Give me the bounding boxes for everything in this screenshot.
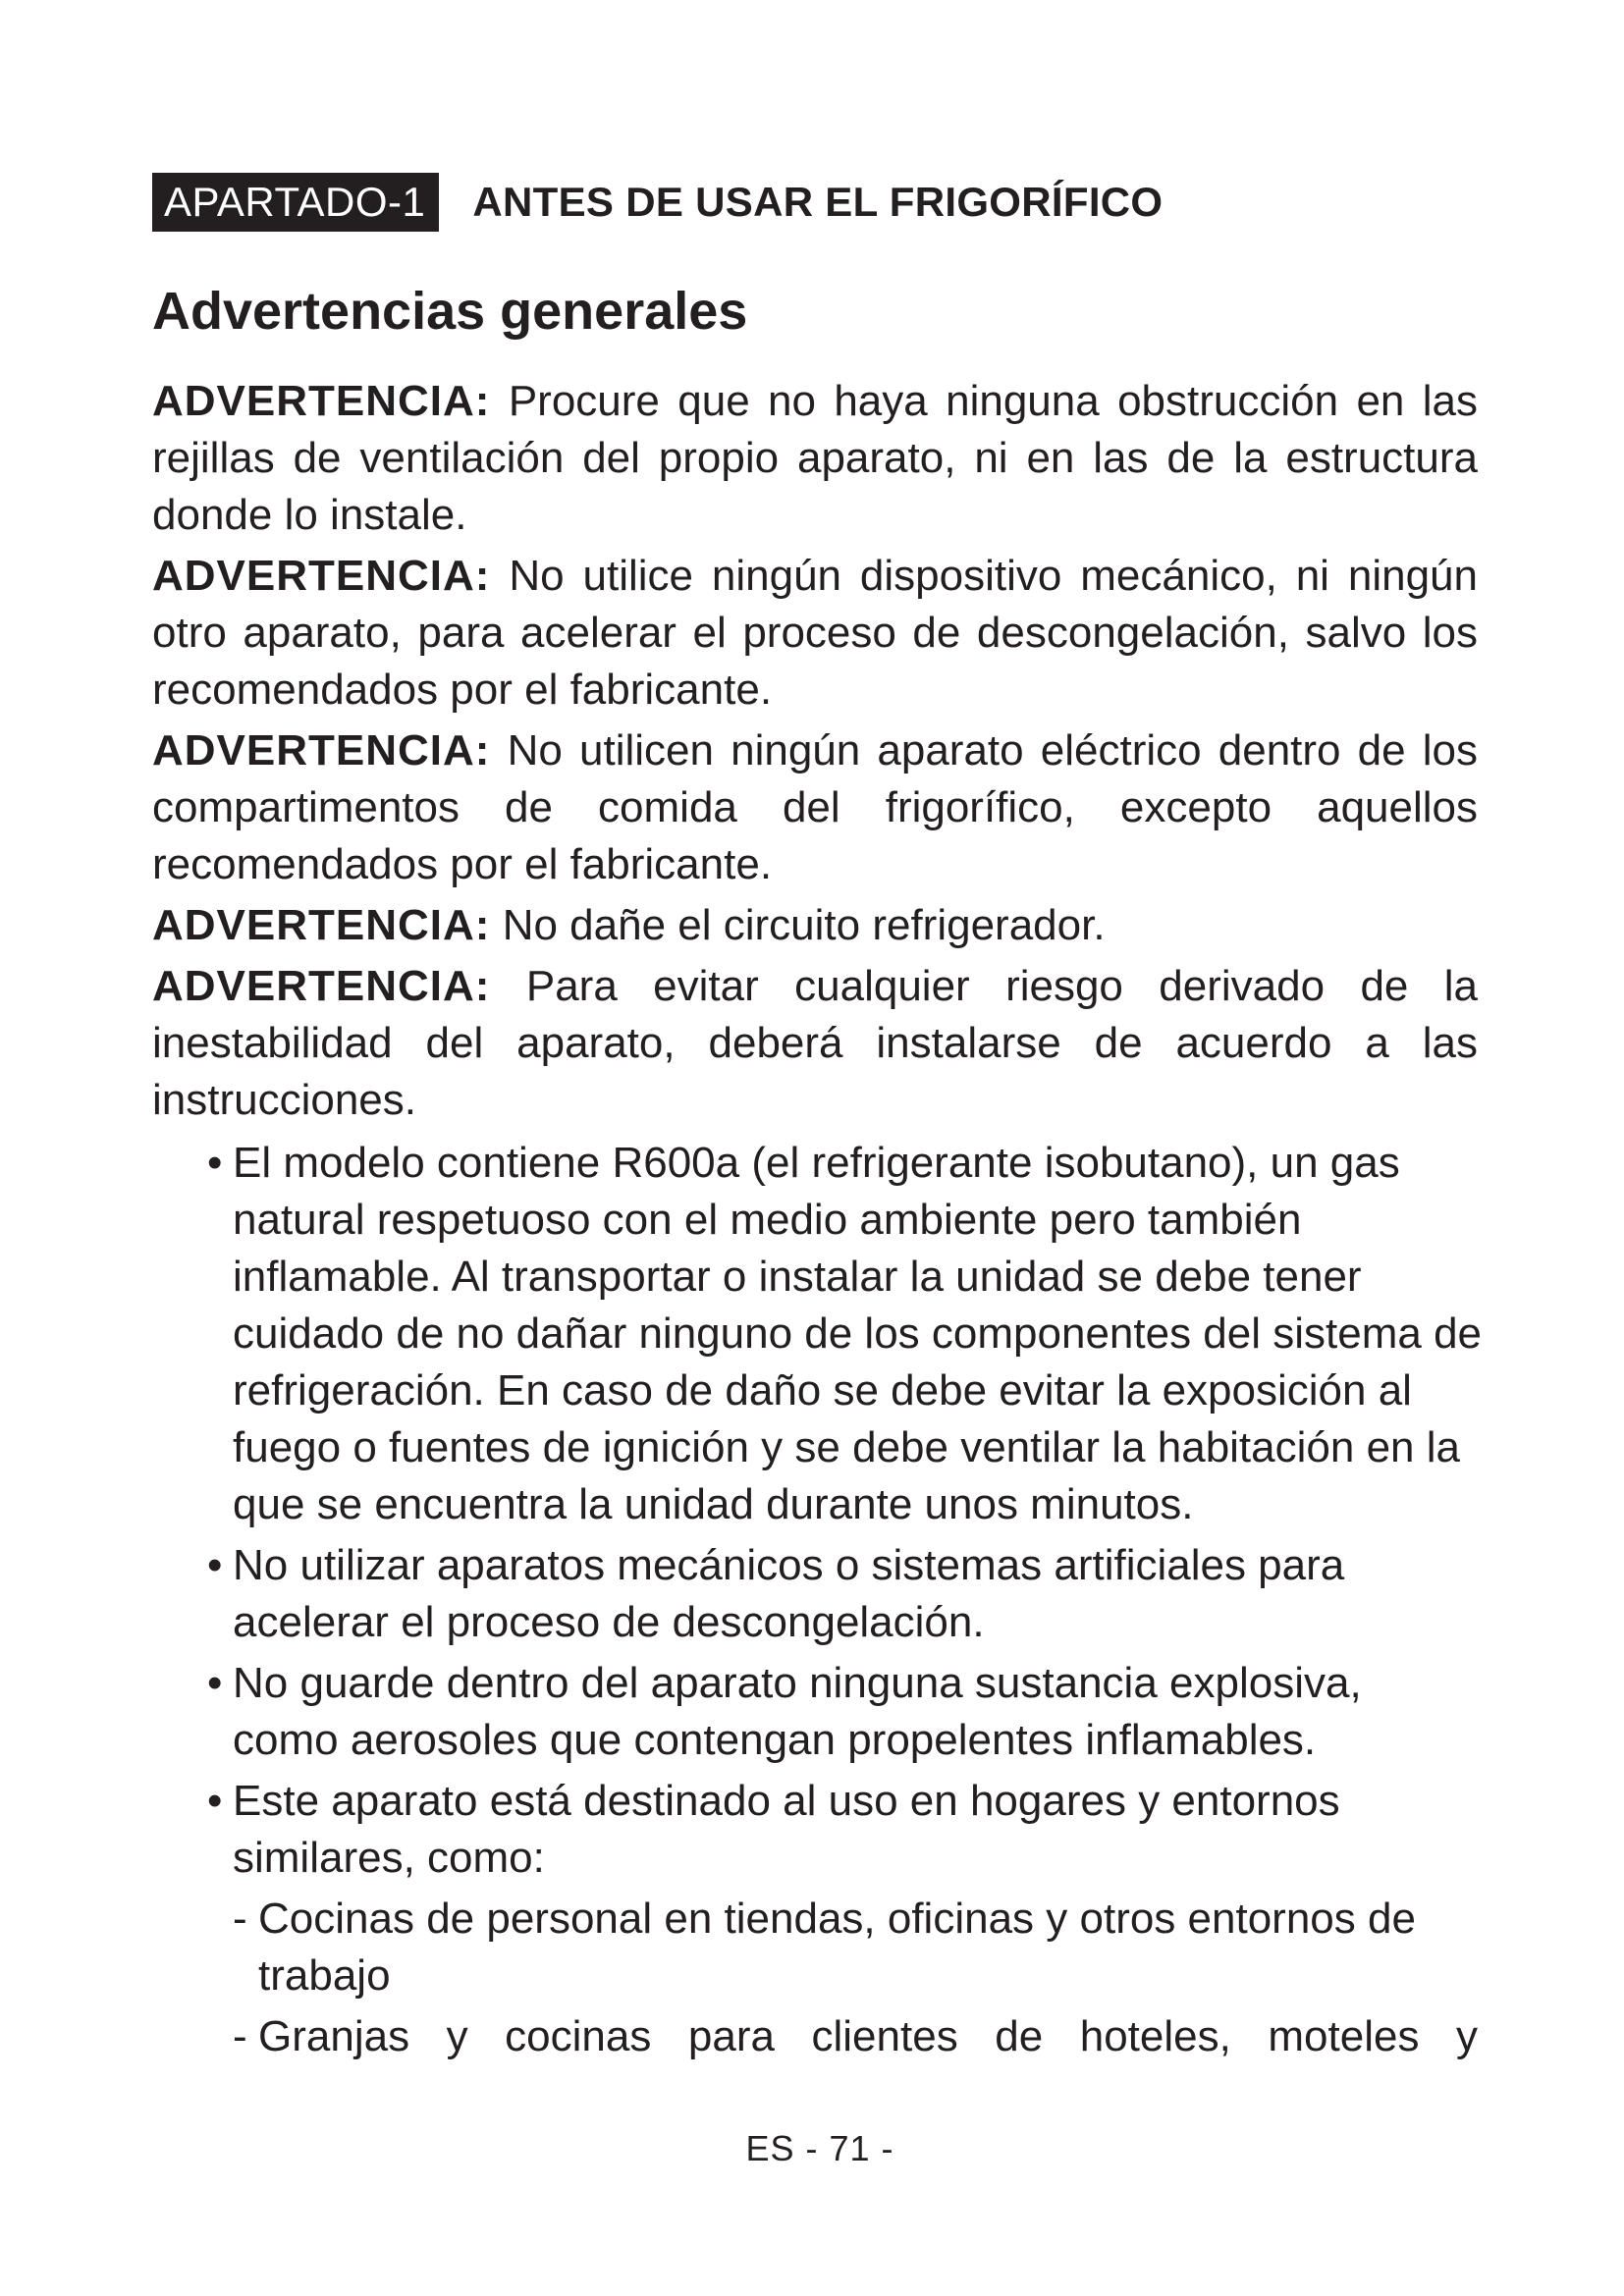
warning-text: No utilicen ningún aparato eléctrico dentro de los compartimentos de comida del frigorífico, excepto aquellos recomendados por el fabricante. xyxy=(152,726,1478,888)
warning-text: Para evitar cualquier riesgo derivado de la inestabilidad del aparato, deberá instalarse de acuerdo a las instrucciones. xyxy=(152,962,1479,1124)
warning-paragraph xyxy=(152,897,1478,954)
sub-list xyxy=(152,1891,1478,2065)
bullet-list xyxy=(152,1135,1483,1887)
warning-label: ADVERTENCIA: xyxy=(152,552,491,600)
list-item xyxy=(207,1773,1478,1887)
dash-icon: - xyxy=(233,2012,247,2060)
sub-list-item xyxy=(233,1891,1478,2004)
warning-text: No dañe el circuito refrigerador. xyxy=(502,901,1106,949)
section-header xyxy=(152,173,1163,232)
warning-paragraph xyxy=(152,722,1478,893)
sub-list-item-text: Cocinas de personal en tiendas, oficinas y otros entornos de trabajo xyxy=(258,1895,1416,2000)
warning-text: Procure que no haya ninguna obstrucción en las rejillas de ventilación del propio aparato, ni en las de la estructura donde lo instale. xyxy=(152,377,1478,539)
warning-label: ADVERTENCIA: xyxy=(152,377,491,425)
list-item-text: No guarde dentro del aparato ninguna sustancia explosiva, como aerosoles que contengan propelentes inflamables. xyxy=(233,1659,1362,1764)
list-item-text: No utilizar aparatos mecánicos o sistemas artificiales para acelerar el proceso de descongelación. xyxy=(233,1541,1345,1646)
warning-paragraph xyxy=(152,548,1478,719)
list-item xyxy=(207,1537,1478,1651)
sub-list-item xyxy=(233,2008,1478,2065)
list-item-text: El modelo contiene R600a (el refrigerante isobutano), un gas natural respetuoso con el medio ambiente pero también inflamable. Al transportar o instalar la unidad se debe tener cuidado de no dañar ninguno de los componentes del sistema de refrigeración. En caso de daño se debe evitar la exposición al fuego o fuentes de ignición y se debe ventilar la habitación en la que se encuentra la unidad durante unos minutos. xyxy=(233,1139,1483,1528)
list-item xyxy=(207,1135,1483,1533)
bullet-icon: • xyxy=(207,1541,223,1589)
list-item-text: Este aparato está destinado al uso en hogares y entornos similares, como: xyxy=(233,1777,1340,1882)
warning-label: ADVERTENCIA: xyxy=(152,962,491,1010)
dash-icon: - xyxy=(233,1895,247,1943)
body-text xyxy=(152,373,1483,2069)
bullet-icon: • xyxy=(207,1659,223,1707)
section-badge: APARTADO-1 xyxy=(152,173,439,232)
warning-paragraph xyxy=(152,373,1478,544)
section-title: ANTES DE USAR EL FRIGORÍFICO xyxy=(472,179,1164,225)
warning-label: ADVERTENCIA: xyxy=(152,726,491,774)
sub-list-item-text: Granjas y cocinas para clientes de hoteles, moteles y xyxy=(258,2012,1478,2060)
bullet-icon: • xyxy=(207,1777,223,1825)
warning-text: No utilice ningún dispositivo mecánico, ni ningún otro aparato, para acelerar el proceso de descongelación, salvo los recomendados por el fabricante. xyxy=(152,552,1478,714)
bullet-icon: • xyxy=(207,1139,223,1187)
list-item xyxy=(207,1655,1478,1769)
warning-label: ADVERTENCIA: xyxy=(152,901,491,949)
page-number: ES - 71 - xyxy=(745,2128,894,2168)
page-heading: Advertencias generales xyxy=(152,282,748,341)
warning-paragraph xyxy=(152,958,1478,1129)
